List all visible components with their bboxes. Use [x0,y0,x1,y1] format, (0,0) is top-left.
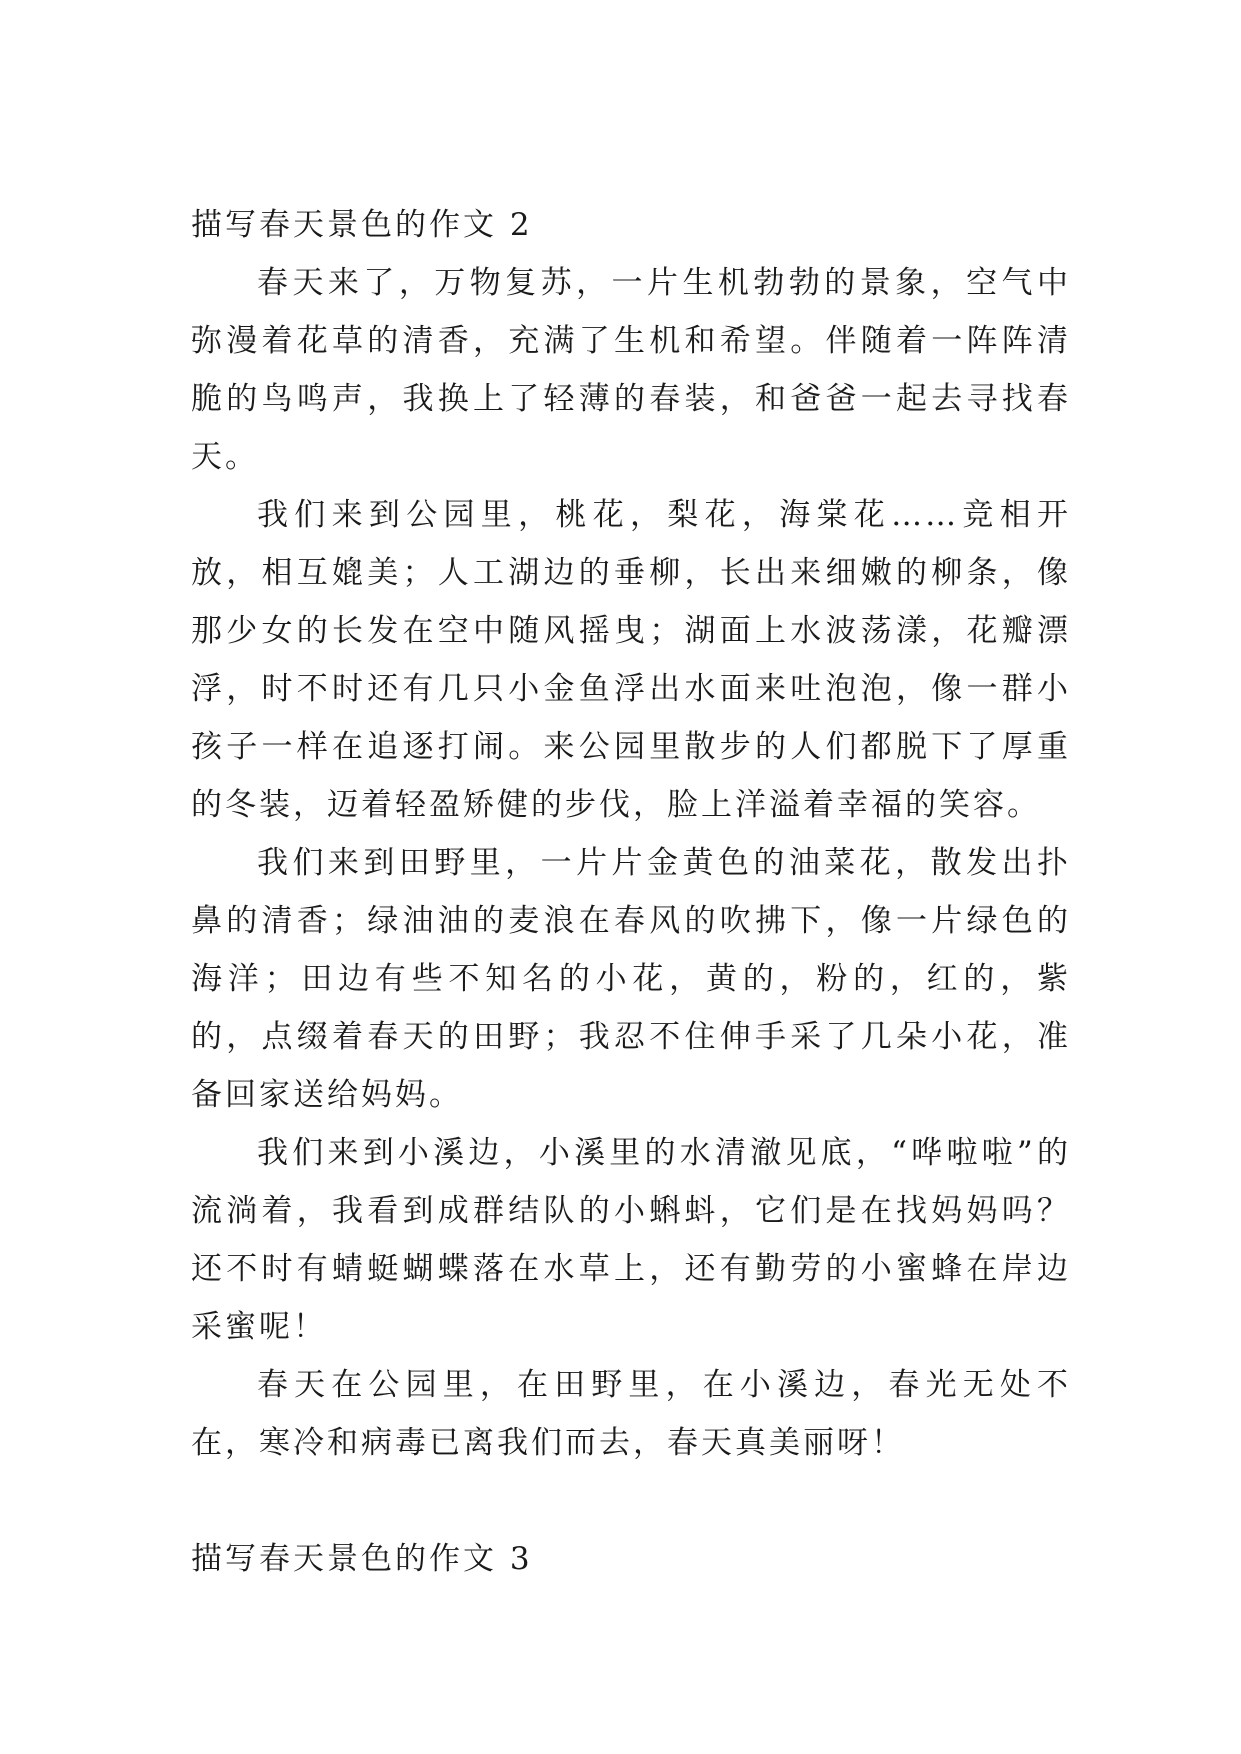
document-body [191,196,1071,1588]
paragraph: 春天来了，万物复苏，一片生机勃勃的景象，空气中弥漫着花草的清香，充满了生机和希望。伴随着一阵阵清脆的鸟鸣声，我换上了轻薄的春装，和爸爸一起去寻找春天。 [191,265,1071,475]
section-title: 描写春天景色的作文 3 [191,1541,533,1577]
paragraph: 春天在公园里，在田野里，在小溪边，春光无处不在，寒冷和病毒已离我们而去，春天真美丽呀！ [191,1367,1071,1461]
section-title: 描写春天景色的作文 2 [191,207,533,243]
paragraph: 我们来到田野里，一片片金黄色的油菜花，散发出扑鼻的清香；绿油油的麦浪在春风的吹拂下，像一片绿色的海洋；田边有些不知名的小花，黄的，粉的，红的，紫的，点缀着春天的田野；我忍不住伸手采了几朵小花，准备回家送给妈妈。 [191,845,1071,1113]
paragraph: 我们来到小溪边，小溪里的水清澈见底，“哗啦啦”的流淌着，我看到成群结队的小蝌蚪，它们是在找妈妈吗？还不时有蜻蜓蝴蝶落在水草上，还有勤劳的小蜜蜂在岸边采蜜呢！ [191,1135,1071,1345]
paragraph: 我们来到公园里，桃花，梨花，海棠花……竞相开放，相互媲美；人工湖边的垂柳，长出来细嫩的柳条，像那少女的长发在空中随风摇曳；湖面上水波荡漾，花瓣漂浮，时不时还有几只小金鱼浮出水面来吐泡泡，像一群小孩子一样在追逐打闹。来公园里散步的人们都脱下了厚重的冬装，迈着轻盈矫健的步伐，脸上洋溢着幸福的笑容。 [191,497,1071,823]
